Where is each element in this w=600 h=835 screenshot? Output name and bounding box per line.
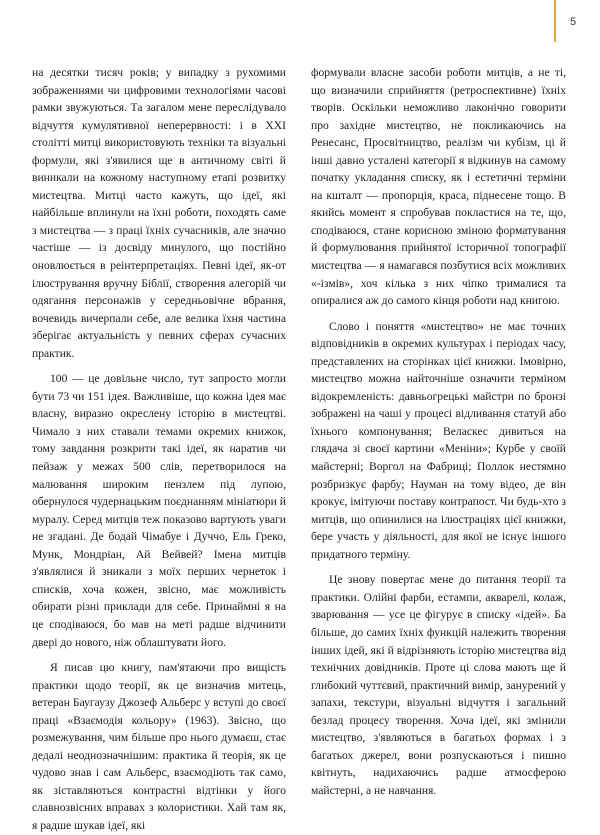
paragraph: 100 — це довільне число, тут запросто могли бути 73 чи 151 ідея. Важливіше, що кожна ідея має власну, виразно окреслену історію в мистецтві. Чимало з них ставали темами окремих книжок, тому завдання розкрити такі ідеї, як наратив чи пейзаж у межах 500 слів, перетворилося на малювання широким пензлем під лупою, обернулося чудернацьким поєднанням мініатюри й муралу. Серед митців теж показово вартують уваги не згадані. Де бодай Чімабуе і Дуччо, Ель Греко, Мунк, Мондріан, Ай Вейвей? Імена митців з'являлися й зникали з моїх перших чернеток і списків, хоча кожен, звісно, має можливість обирати різні приклади для себе. Принаймні я на це сподіваюся, бо мав на меті радше відчинити двері до нового, ніж облаштувати його. [32, 372, 286, 649]
paragraph: Це знову повертає мене до питання теорії та практики. Олійні фарби, естампи, акварелі, колаж, зварювання — усе це фігурує в списку «ідей». Ба більше, до самих їхніх функцій належить творення інших ідей, які й відрізняють історію мистецтва від технічних довідників. Проте ці слова мають ще й глибокий чуттєвий, практичний вимір, занурений у запахи, текстури, візуальні відчуття і загальний безлад процесу творення. Хоча ідеї, які змінили мистецтво, з'являються в багатьох формах і з багатьох джерел, вони розпускаються і пишно квітнуть, надихаючись радше атмосферою майстерні, а не навчання. [311, 573, 566, 797]
paragraph: Слово і поняття «мистецтво» не має точних відповідників в окремих культурах і періодах часу, представлених на сторінках цієї книжки. Імовірно, мистецтво можна найточніше означити терміном відокремленість: давньогрецькі майстри по бронзі зображені на чаші у процесі відливання статуй або їхнього компонування; Веласкес дивиться на глядача зі своєї картини «Меніни»; Курбе у своїй майстерні; Воргол на Фабриці; Поллок нестямно розбризкує фарбу; Науман на тому відео, де він крокує, імітуючи поставу контрапост. Чи будь-хто з митців, що опинилися на ілюстраціях цієї книжки, бере участь у діяльності, для якої не існує іншого придатного терміну. [311, 319, 566, 561]
margin-rule [554, 0, 556, 42]
text-column-left [32, 64, 286, 835]
paragraph: формували власне засоби роботи митців, а не ті, що визначили сприйняття (ретроспективне) їхніх творів. Оскільки неможливо лаконічно говорити про західне мистецтво, не покликаючись на Ренесанс, Просвітництво, реалізм чи кубізм, ці й інші давно усталені категорії я відкинув на самому початку укладання списку, як і естетичні терміни на кшталт — пропорція, краса, піднесене тощо. В якийсь момент я спробував покластися на те, що, сподіваюся, стане корисною зміною форматування й формулювання прийнятої історичної топографії мистецтва — я намагався позбутися всіх можливих «-ізмів», хоч кілька з них чіпко трималися та опиралися аж до самого кінця роботи над книгою. [311, 66, 566, 308]
page-number: 5 [570, 16, 577, 28]
paragraph: Я писав цю книгу, пам'ятаючи про вищість практики щодо теорії, як це визначив митець, ветеран Баугаузу Джозеф Альберс у вступі до своєї праці «Взаємодія кольору» (1963). Звісно, що розмежування, чим більше про нього думаєш, стає дедалі неоднозначнішим: практика й теорія, як це чудово знав і сам Альберс, взаємодіють так само, як зіставляються контрастні відтінки у його славнозвісних вправах з колористики. Хай там як, я радше шукав ідеї, які [32, 661, 286, 832]
paragraph: на десятки тисяч років; у випадку з рухомими зображеннями чи цифровими технологіями часові рамки звужуються. Та загалом мене переслідувало відчуття кумулятивної неперервності: і в XXI столітті митці використовують техніки та візуальні формули, які з'явилися ще в античному світі й виникали на кожному наступному етапі розвитку мистецтва. Митці часто кажуть, що ідеї, які найбільше вплинули на їхні роботи, походять саме з мистецтва — з праці їхніх сучасників, але значно частіше — із досвіду минулого, що постійно оновлюється в реінтерпретаціях. Певні ідеї, як-от ілюстрування вручну Біблії, створення алегорій чи одягання персонажів у середньовічне вбрання, вочевидь вичерпали себе, але велика їхня частина зберігає актуальність у певних сферах сучасних практик. [32, 66, 286, 360]
text-column-right [311, 64, 566, 799]
